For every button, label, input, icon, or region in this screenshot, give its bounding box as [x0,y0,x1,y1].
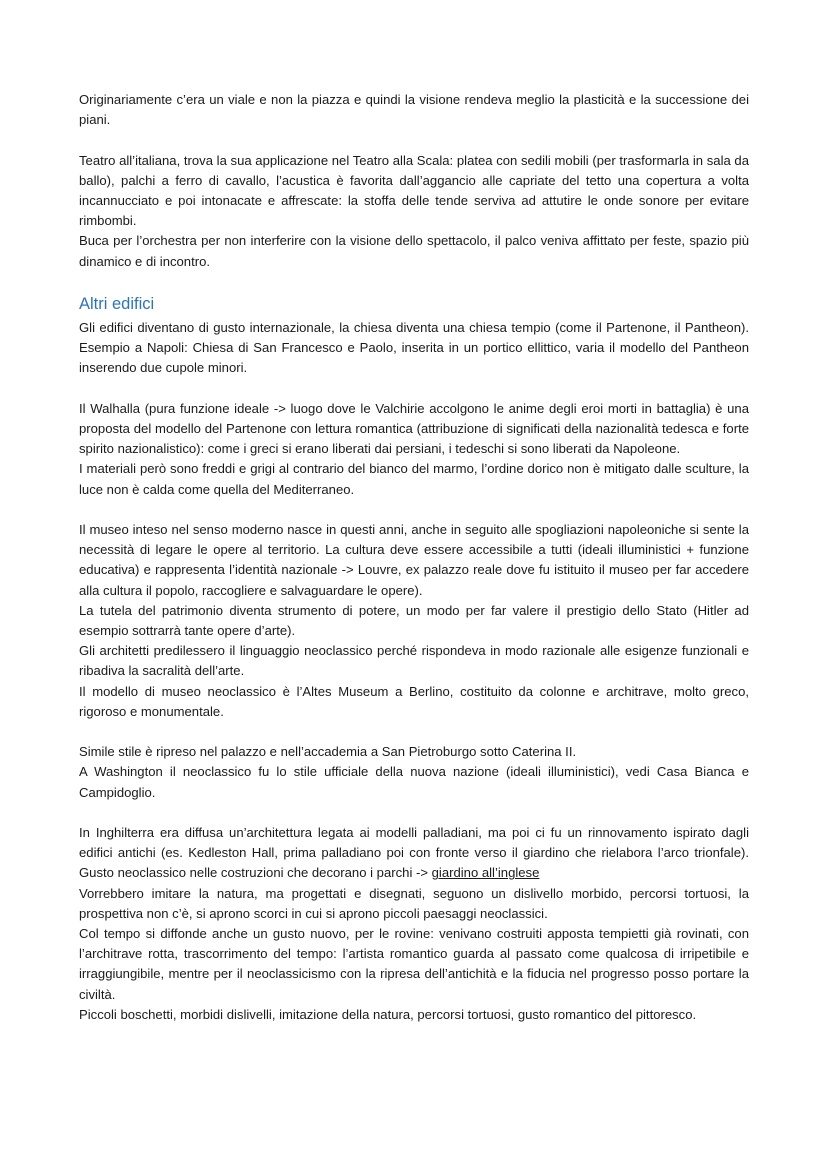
paragraph-tutela-patrimonio: La tutela del patrimonio diventa strumento di potere, un modo per far valere il prestigio dello Stato (Hitler ad esempio sottrarrà tante opere d’arte). [79,602,749,639]
paragraph-san-pietroburgo: Simile stile è ripreso nel palazzo e nell’accademia a San Pietroburgo sotto Caterina II. [79,744,577,760]
paragraph-teatro-italiana: Teatro all’italiana, trova la sua applicazione nel Teatro alla Scala: platea con sedili mobili (per trasformarla in sala da ballo), palchi a ferro di cavallo, l’acustica è favorita dall’aggancio alle capriate del tetto una copertura a volta incannucciato e poi intonacate e affrescate: la stoffa delle tende serviva ad attutire le onde sonore per evitare rimbombi. [79,152,749,229]
giardino-inglese-underlined: giardino all’inglese [431,865,540,881]
document-page [79,90,749,1025]
section-heading-altri-edifici: Altri edifici [79,295,155,313]
paragraph-viale: Originariamente c’era un viale e non la piazza e quindi la visione rendeva meglio la plasticità e la successione dei piani. [79,92,749,128]
paragraph-walhalla: Il Walhalla (pura funzione ideale -> luogo dove le Valchirie accolgono le anime degli eroi morti in battaglia) è una proposta del modello del Partenone con lettura romantica (attribuzione di significati della nazionalità tedesca e forte spirito nazionalistico): come i greci si erano liberati dai persiani, i tedeschi si sono liberati da Napoleone. [79,400,749,457]
paragraph-chiesa-tempio: Gli edifici diventano di gusto internazionale, la chiesa diventa una chiesa tempio (come il Partenone, il Pantheon). Esempio a Napoli: Chiesa di San Francesco e Paolo, inserita in un portico ellittico, varia il modello del Pantheon inserendo due cupole minori. [79,320,749,376]
paragraph-rovine: Col tempo si diffonde anche un gusto nuovo, per le rovine: venivano costruiti apposta tempietti già rovinati, con l’architrave rotta, trascorrimento del tempo: l’artista romantico guarda al passato come qualcosa di irripetibile e irraggiungibile, mentre per il neoclassicismo con la ripresa dell’antichità e la fiducia nel progresso posso portare la civiltà. [79,926,749,1002]
paragraph-altes-museum: Il modello di museo neoclassico è l’Altes Museum a Berlino, costituito da colonne e architrave, molto greco, rigoroso e monumentale. [79,683,749,719]
paragraph-imitare-natura: Vorrebbero imitare la natura, ma progettati e disegnati, seguono un dislivello morbido, percorsi tortuosi, la prospettiva non c’è, si aprono scorci in cui si aprono piccoli paesaggi neoclassici. [79,885,749,921]
paragraph-washington: A Washington il neoclassico fu lo stile ufficiale della nuova nazione (ideali illuministici), vedi Casa Bianca e Campidoglio. [79,764,749,800]
paragraph-inghilterra-text: In Inghilterra era diffusa un’architettura legata ai modelli palladiani, ma poi ci fu un rinnovamento ispirato dagli edifici antichi (es. Kedleston Hall, prima palladiano poi con fronte verso il giardino che rielabora l’arco trionfale). Gusto neoclassico nelle costruzioni che decorano i parchi -> [79,825,749,881]
paragraph-boschetti: Piccoli boschetti, morbidi dislivelli, imitazione della natura, percorsi tortuosi, gusto romantico del pittoresco. [79,1006,697,1022]
paragraph-buca-orchestra: Buca per l’orchestra per non interferire con la visione dello spettacolo, il palco veniva affittato per feste, spazio più dinamico e di incontro. [79,233,749,269]
paragraph-inghilterra [79,823,749,884]
paragraph-museo-moderno: Il museo inteso nel senso moderno nasce in questi anni, anche in seguito alle spogliazioni napoleoniche si sente la necessità di legare le opere al territorio. La cultura deve essere accessibile a tutti (ideali illuministici + funzione educativa) e rappresenta l’identità nazionale -> Louvre, ex palazzo reale dove fu istituito il museo per far accedere alla cultura il popolo, raccogliere e salvaguardare le opere). [79,522,749,598]
paragraph-architetti: Gli architetti predilessero il linguaggio neoclassico perché rispondeva in modo razionale alle esigenze funzionali e ribadiva la sacralità dell’arte. [79,643,749,679]
paragraph-materiali: I materiali però sono freddi e grigi al contrario del bianco del marmo, l’ordine dorico non è mitigato dalle sculture, la luce non è calda come quella del Mediterraneo. [79,461,749,497]
